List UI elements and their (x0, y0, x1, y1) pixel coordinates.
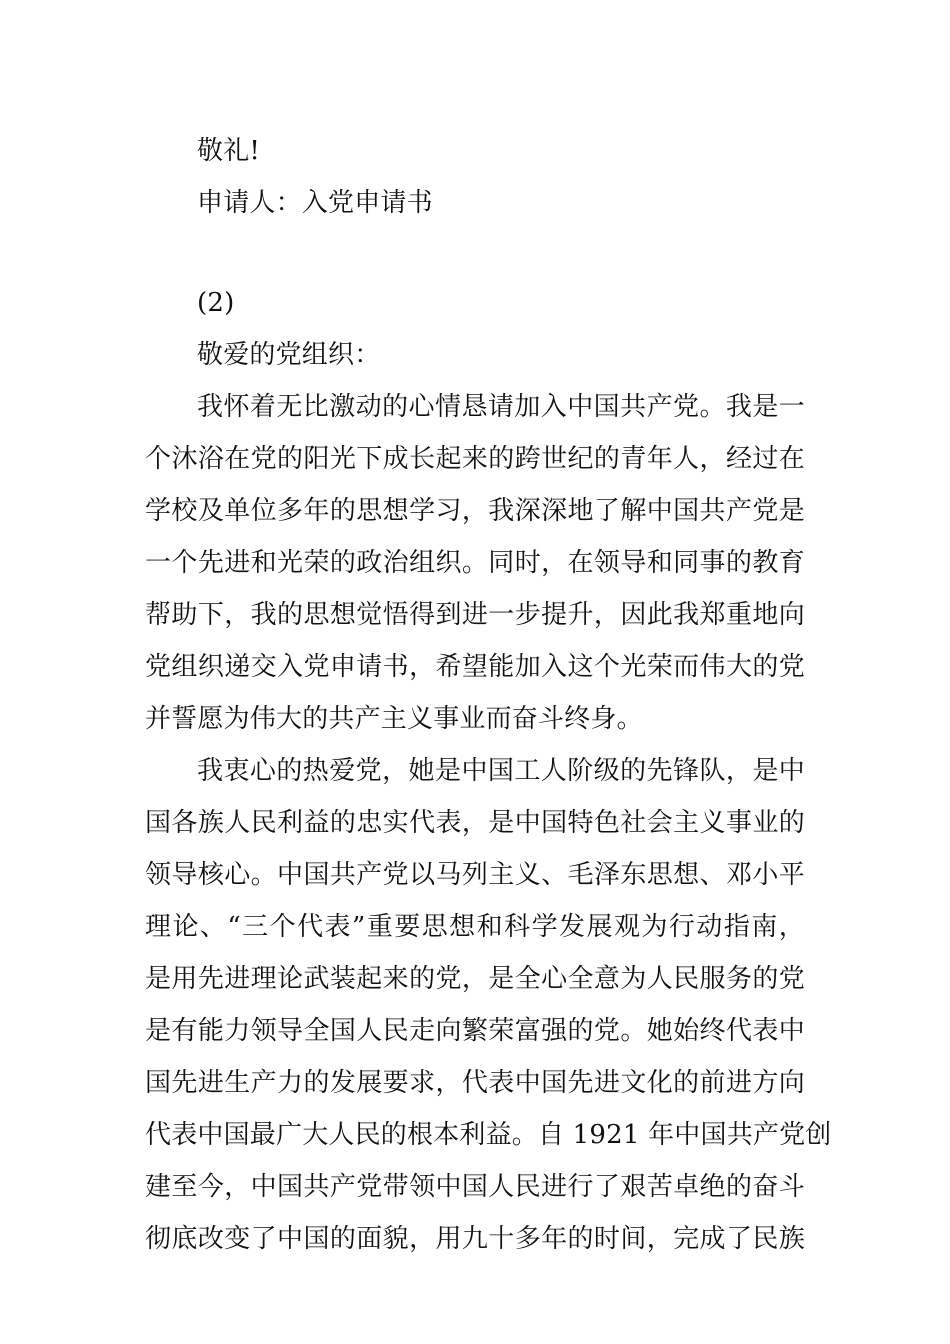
paragraph-line: 我衷心的热爱党，她是中国工人阶级的先锋队，是中 (197, 756, 805, 786)
letter-body (145, 277, 832, 1265)
applicant-line: 申请人：入党申请书 (197, 188, 433, 218)
paragraph-line: 并誓愿为伟大的共产主义事业而奋斗终身。 (145, 704, 643, 734)
paragraph-line: 理论、“三个代表”重要思想和科学发展观为行动指南， (145, 912, 805, 942)
closing-section (145, 125, 805, 229)
paragraph-line: 是有能力领导全国人民走向繁荣富强的党。她始终代表中 (145, 1016, 805, 1046)
closing-salute: 敬礼! (197, 136, 261, 166)
paragraph-line: 领导核心。中国共产党以马列主义、毛泽东思想、邓小平 (145, 860, 805, 890)
section-number: (2) (197, 288, 235, 318)
paragraph-line: 是用先进理论武装起来的党，是全心全意为人民服务的党 (145, 964, 805, 994)
paragraph-1 (145, 381, 805, 745)
paragraph-2 (145, 745, 832, 1265)
paragraph-line: 帮助下，我的思想觉悟得到进一步提升，因此我郑重地向 (145, 600, 805, 630)
paragraph-line: 学校及单位多年的思想学习，我深深地了解中国共产党是 (145, 496, 805, 526)
paragraph-line: 国先进生产力的发展要求，代表中国先进文化的前进方向 (145, 1068, 805, 1098)
paragraph-line: 党组织递交入党申请书，希望能加入这个光荣而伟大的党 (145, 652, 805, 682)
paragraph-line: 国各族人民利益的忠实代表，是中国特色社会主义事业的 (145, 808, 805, 838)
paragraph-line: 建至今，中国共产党带领中国人民进行了艰苦卓绝的奋斗 (145, 1172, 805, 1202)
paragraph-line: 我怀着无比激动的心情恳请加入中国共产党。我是一 (197, 392, 805, 422)
paragraph-line: 一个先进和光荣的政治组织。同时，在领导和同事的教育 (145, 548, 805, 578)
paragraph-line: 代表中国最广大人民的根本利益。自 1921 年中国共产党创 (145, 1120, 832, 1150)
paragraph-line: 彻底改变了中国的面貌，用九十多年的时间，完成了民族 (145, 1224, 805, 1254)
letter-greeting: 敬爱的党组织： (197, 340, 381, 370)
paragraph-line: 个沐浴在党的阳光下成长起来的跨世纪的青年人，经过在 (145, 444, 805, 474)
